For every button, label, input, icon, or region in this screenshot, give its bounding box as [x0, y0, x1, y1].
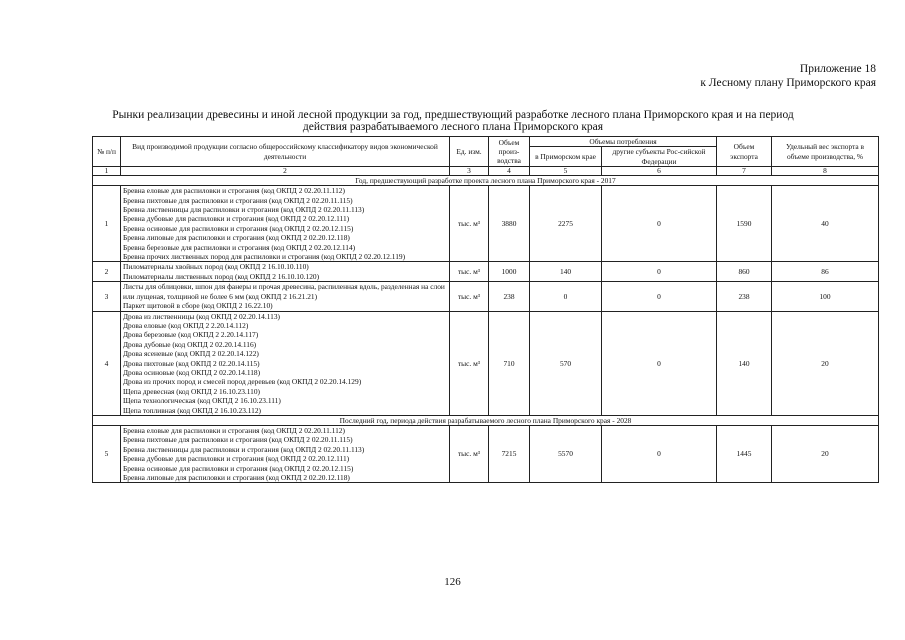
section-row-2028	[93, 415, 879, 425]
row-number: 4	[93, 311, 121, 415]
table-row	[93, 262, 879, 282]
product-line: Дрова пихтовые (код ОКПД 2 02.20.14.115)	[123, 358, 260, 368]
column-numbers-row	[93, 167, 879, 176]
product-description	[121, 425, 450, 482]
volume-cell: 238	[489, 282, 530, 311]
column-number: 3	[450, 167, 489, 176]
header-consumption: Объемы потребления	[530, 137, 717, 147]
header-volume: Объем произ-водства	[489, 137, 530, 167]
primorsky-cell: 2275	[530, 186, 602, 262]
product-line: Бревна дубовые для распиловки и строгания (код ОКПД 2 02.20.12.111)	[123, 214, 350, 224]
unit-cell: тыс. м³	[450, 282, 489, 311]
product-description	[121, 282, 450, 311]
column-number: 2	[121, 167, 450, 176]
product-line: Бревна лиственницы для распиловки и строгания (код ОКПД 2 02.20.11.113)	[123, 205, 365, 215]
export-cell: 860	[717, 262, 772, 282]
column-number: 8	[772, 167, 879, 176]
share-cell: 20	[772, 425, 879, 482]
column-number: 5	[530, 167, 602, 176]
unit-cell: тыс. м³	[450, 425, 489, 482]
product-line: Бревна пихтовые для распиловки и строгания (код ОКПД 2 02.20.11.115)	[123, 195, 353, 205]
product-line: Дрова березовые (код ОКПД 2 2.20.14.117)	[123, 330, 259, 340]
section-title: Год, предшествующий разработке проекта лесного плана Приморского края - 2017	[93, 176, 879, 186]
product-line: Щепа древесная (код ОКПД 2 16.10.23.110)	[123, 386, 261, 396]
column-number: 6	[602, 167, 717, 176]
other-regions-cell: 0	[602, 282, 717, 311]
column-number: 1	[93, 167, 121, 176]
appendix-line-2: к Лесному плану Приморского края	[700, 77, 876, 89]
primorsky-cell: 5570	[530, 425, 602, 482]
volume-cell: 7215	[489, 425, 530, 482]
other-regions-cell: 0	[602, 186, 717, 262]
product-line: Листы для облицовки, шпон для фанеры и прочая древесина, распиленная вдоль, разделенная на слои или лущеная, толщиной не более 6 мм (код ОКПД 2 16.21.21)	[123, 282, 445, 301]
table-row	[93, 282, 879, 311]
header-unit: Ед. изм.	[450, 137, 489, 167]
product-description	[121, 262, 450, 282]
share-cell: 40	[772, 186, 879, 262]
row-number: 5	[93, 425, 121, 482]
export-cell: 1445	[717, 425, 772, 482]
primorsky-cell: 140	[530, 262, 602, 282]
column-number: 7	[717, 167, 772, 176]
volume-cell: 710	[489, 311, 530, 415]
header-num: № п/п	[93, 137, 121, 167]
product-line: Бревна дубовые для распиловки и строгания (код ОКПД 2 02.20.12.111)	[123, 454, 350, 464]
export-cell: 238	[717, 282, 772, 311]
product-line: Бревна еловые для распиловки и строгания (код ОКПД 2 02.20.11.112)	[123, 186, 345, 196]
share-cell: 20	[772, 311, 879, 415]
unit-cell: тыс. м³	[450, 186, 489, 262]
product-description	[121, 186, 450, 262]
document-title	[88, 109, 818, 133]
table-row	[93, 425, 879, 482]
product-line: Бревна пихтовые для распиловки и строгания (код ОКПД 2 02.20.11.115)	[123, 435, 353, 445]
share-cell: 100	[772, 282, 879, 311]
section-title: Последний год, периода действия разрабатываемого лесного плана Приморского края - 2028	[93, 415, 879, 425]
unit-cell: тыс. м³	[450, 262, 489, 282]
other-regions-cell: 0	[602, 262, 717, 282]
header-export: Объем экспорта	[717, 137, 772, 167]
header-share: Удельный вес экспорта в объеме производства, %	[772, 137, 879, 167]
row-number: 2	[93, 262, 121, 282]
other-regions-cell: 0	[602, 425, 717, 482]
product-line: Бревна липовые для распиловки и строгания (код ОКПД 2 02.20.12.118)	[123, 473, 350, 482]
product-line: Дрова осиновые (код ОКПД 2 02.20.14.118)	[123, 367, 261, 377]
title-line-1: Рынки реализации древесины и иной лесной продукции за год, предшествующий разработке лесного плана Приморского края и на период	[112, 109, 794, 121]
page-number: 126	[444, 576, 461, 588]
header-product: Вид производимой продукции согласно общероссийскому классификатору видов экономической деятельности	[121, 137, 450, 167]
other-regions-cell: 0	[602, 311, 717, 415]
product-line: Дрова из лиственницы (код ОКПД 2 02.20.14.113)	[123, 311, 280, 321]
product-line: Пиломатериалы хвойных пород (код ОКПД 2 16.10.10.110)	[123, 262, 309, 272]
product-line: Бревна лиственницы для распиловки и строгания (код ОКПД 2 02.20.11.113)	[123, 444, 365, 454]
product-line: Бревна липовые для распиловки и строгания (код ОКПД 2 02.20.12.118)	[123, 233, 350, 243]
product-line: Бревна еловые для распиловки и строгания (код ОКПД 2 02.20.11.112)	[123, 425, 345, 435]
product-description	[121, 311, 450, 415]
product-line: Дрова ясеневые (код ОКПД 2 02.20.14.122)	[123, 349, 259, 359]
row-number: 1	[93, 186, 121, 262]
export-cell: 1590	[717, 186, 772, 262]
product-line: Бревна прочих лиственных пород для распиловки и строгания (код ОКПД 2 02.20.12.119)	[123, 252, 406, 262]
forest-products-markets-table	[92, 136, 879, 483]
product-line: Бревна березовые для распиловки и строгания (код ОКПД 2 02.20.12.114)	[123, 242, 356, 252]
share-cell: 86	[772, 262, 879, 282]
row-number: 3	[93, 282, 121, 311]
product-line: Щепа технологическая (код ОКПД 2 16.10.23.111)	[123, 396, 281, 406]
product-line: Щепа топливная (код ОКПД 2 16.10.23.112)	[123, 405, 262, 415]
product-line: Бревна осиновые для распиловки и строгания (код ОКПД 2 02.20.12.115)	[123, 223, 354, 233]
section-row-2017	[93, 176, 879, 186]
product-line: Бревна осиновые для распиловки и строгания (код ОКПД 2 02.20.12.115)	[123, 463, 354, 473]
table-row	[93, 311, 879, 415]
product-line: Дрова из прочих пород и смесей пород деревьев (код ОКПД 2 02.20.14.129)	[123, 377, 362, 387]
volume-cell: 1000	[489, 262, 530, 282]
primorsky-cell: 570	[530, 311, 602, 415]
header-other-regions: другие субъекты Рос-сийской Федерации	[602, 147, 717, 167]
column-number: 4	[489, 167, 530, 176]
header-primorsky: в Приморском крае	[530, 147, 602, 167]
product-line: Пиломатериалы лиственных пород (код ОКПД 2 16.10.10.120)	[123, 271, 320, 281]
volume-cell: 3880	[489, 186, 530, 262]
unit-cell: тыс. м³	[450, 311, 489, 415]
primorsky-cell: 0	[530, 282, 602, 311]
export-cell: 140	[717, 311, 772, 415]
appendix-note	[700, 62, 876, 90]
product-line: Дрова дубовые (код ОКПД 2 02.20.14.116)	[123, 339, 257, 349]
product-line: Дрова еловые (код ОКПД 2 2.20.14.112)	[123, 320, 249, 330]
product-line: Паркет щитовой в сборе (код ОКПД 2 16.22.10)	[123, 301, 273, 311]
table-row	[93, 186, 879, 262]
appendix-line-1: Приложение 18	[799, 63, 876, 75]
title-line-2: действия разрабатываемого лесного плана Приморского края	[302, 121, 604, 133]
